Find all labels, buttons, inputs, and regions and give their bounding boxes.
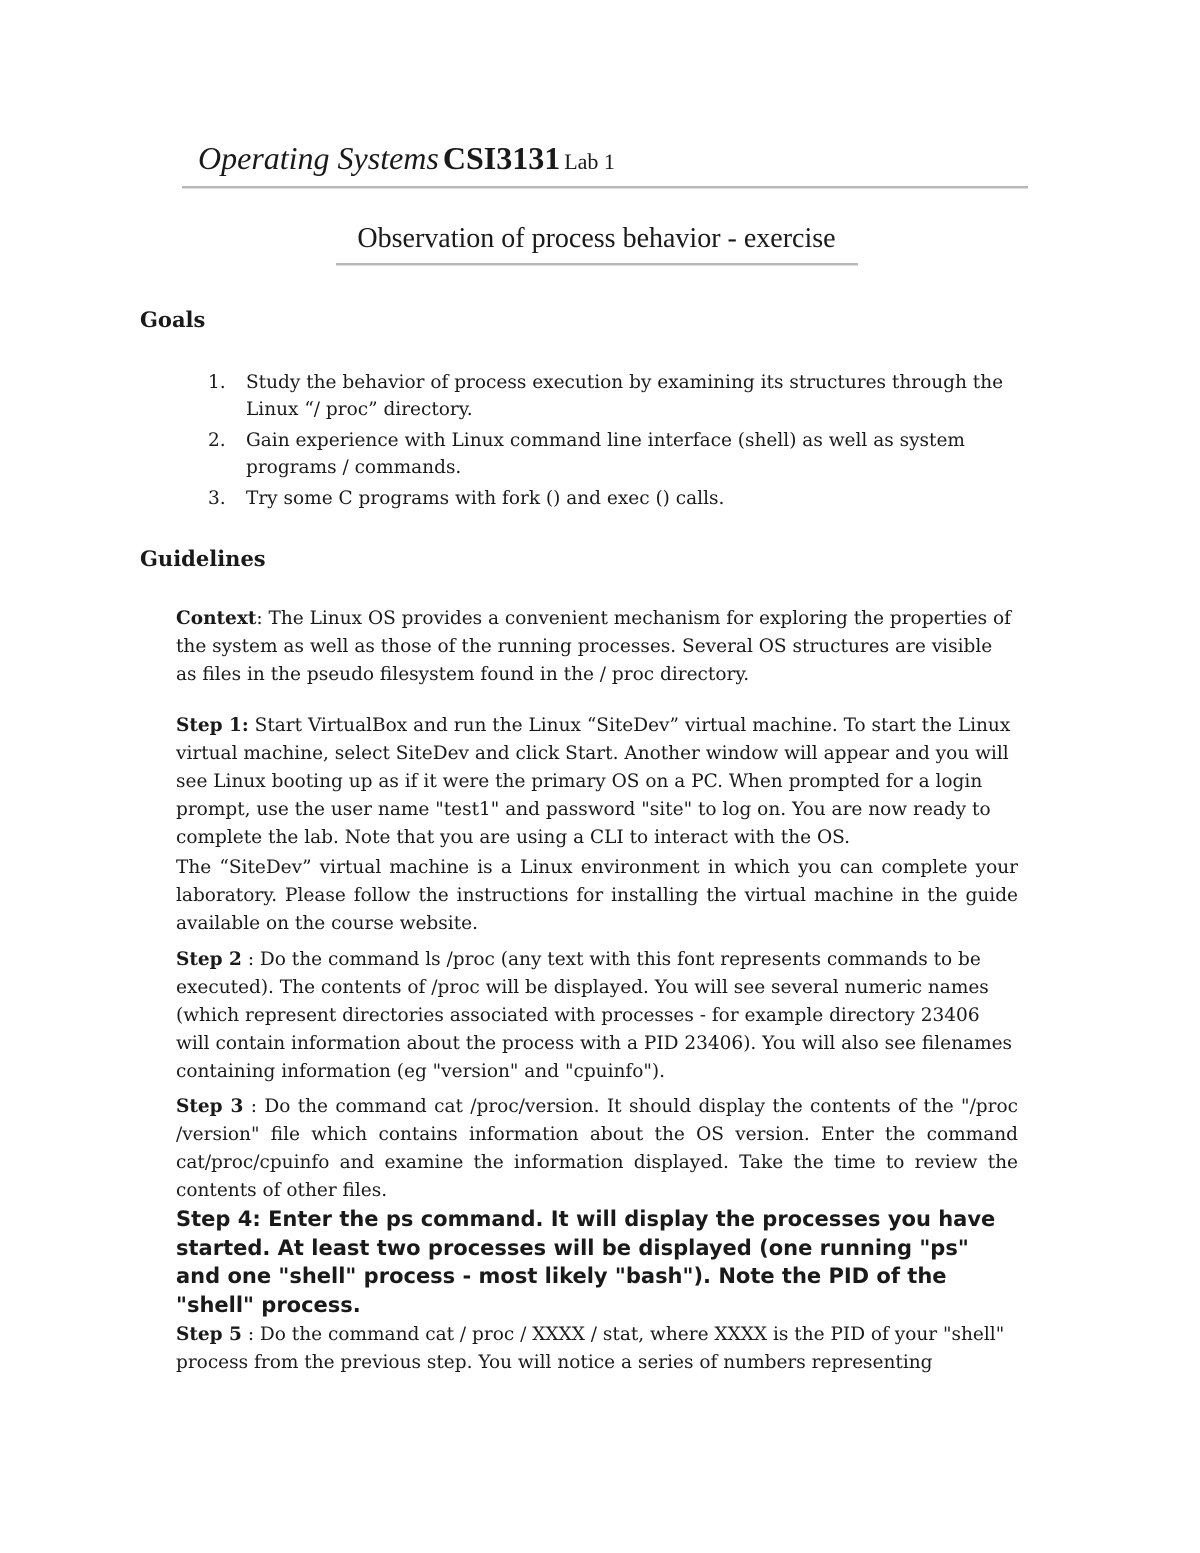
step4-paragraph (176, 1205, 1018, 1319)
step3-label: Step 3 (176, 1096, 244, 1117)
document-header (198, 140, 615, 177)
step5-label: Step 5 (176, 1324, 242, 1345)
goal-item (208, 485, 1008, 512)
goal-item (208, 427, 1008, 481)
step4-label: Step 4: (176, 1207, 261, 1231)
subtitle-divider (336, 263, 858, 265)
header-divider (182, 186, 1028, 188)
goal-text: Gain experience with Linux command line interface (shell) as well as system programs / commands. (246, 430, 965, 478)
goal-text: Try some C programs with fork () and exec () calls. (246, 488, 725, 509)
context-label: Context (176, 608, 257, 629)
goal-text: Study the behavior of process execution by examining its structures through the Linux “/ proc” directory. (246, 372, 1004, 420)
guidelines-heading: Guidelines (140, 546, 266, 571)
step2-text: : Do the command ls /proc (any text with this font represents commands to be executed). The contents of /proc will be displayed. You will see several numeric names (which represent directories associated with processes - for example directory 23406 will contain information about the process with a PID 23406). You will also see filenames containing information (eg "version" and "cpuinfo"). (176, 949, 1013, 1082)
course-title: Operating Systems (198, 140, 439, 176)
step2-label: Step 2 (176, 949, 242, 970)
step3-text: : Do the command cat /proc/version. It should display the contents of the "/proc /version" file which contains information about the OS version. Enter the command cat/proc/cpuinfo and examine the information displayed. Take the time to review the contents of other files. (176, 1096, 1018, 1201)
step1-label: Step 1: (176, 715, 249, 736)
step1-paragraph (176, 712, 1018, 852)
step4-text: Enter the ps command. It will display the processes you have started. At least two processes will be displayed (one running "ps" and one "shell" process - most likely "bash"). Note the PID of the "shell" process. (176, 1207, 996, 1317)
step2-paragraph (176, 946, 1018, 1086)
document-subtitle: Observation of process behavior - exercise (357, 223, 836, 254)
step5-paragraph (176, 1321, 1018, 1377)
course-code: CSI3131 (442, 140, 561, 176)
goal-item (208, 369, 1008, 423)
goal-number: 2. (208, 430, 226, 451)
step1-text: Start VirtualBox and run the Linux “SiteDev” virtual machine. To start the Linux virtual machine, select SiteDev and click Start. Another window will appear and you will see Linux booting up as if it were the primary OS on a PC. When prompted for a login prompt, use the user name "test1" and password "site" to log on. You are now ready to complete the lab. Note that you are using a CLI to interact with the OS. (176, 715, 1011, 848)
step5-text: : Do the command cat / proc / XXXX / stat, where XXXX is the PID of your "shell" process from the previous step. You will notice a series of numbers representing (176, 1324, 1005, 1373)
goals-heading: Goals (140, 307, 206, 332)
context-paragraph (176, 605, 1018, 689)
lab-number: Lab 1 (564, 149, 615, 174)
sitedev-note-paragraph: The “SiteDev” virtual machine is a Linux environment in which you can complete your laboratory. Please follow the instructions for installing the virtual machine in the guide available on the course website. (176, 857, 1018, 934)
goals-list (208, 369, 1008, 516)
context-text: : The Linux OS provides a convenient mechanism for exploring the properties of the system as well as those of the running processes. Several OS structures are visible as files in the pseudo filesystem found in the / proc directory. (176, 608, 1011, 685)
step3-paragraph (176, 1093, 1018, 1205)
goal-number: 3. (208, 488, 226, 509)
goal-number: 1. (208, 372, 226, 393)
